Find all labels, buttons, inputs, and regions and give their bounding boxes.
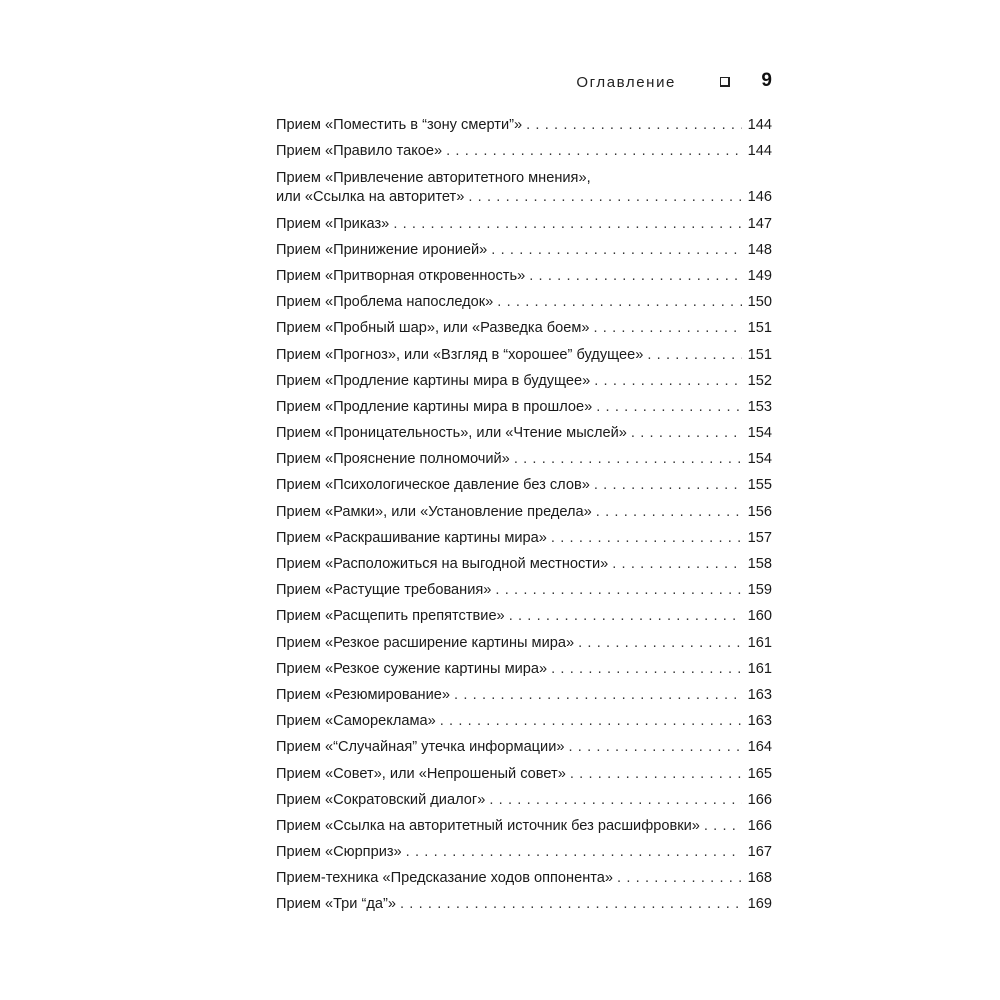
toc-entry-row — [276, 116, 772, 134]
toc-entry-page: 167 — [747, 844, 772, 861]
toc-entry-title: Прием «Продление картины мира в прошлое» — [276, 398, 593, 415]
toc-entry — [276, 704, 772, 730]
toc-entry-title: Прием «Резюмирование» — [276, 686, 451, 703]
toc-entry-page: 168 — [747, 870, 772, 887]
toc-entry-row — [276, 241, 772, 259]
dot-leader — [509, 607, 742, 625]
toc-entry-row — [276, 529, 772, 547]
toc-entry-page: 159 — [747, 582, 772, 599]
dot-leader — [400, 895, 742, 913]
dot-leader — [468, 188, 742, 206]
toc-entry — [276, 521, 772, 547]
toc-entry-page: 144 — [747, 117, 772, 134]
dot-leader — [617, 869, 742, 887]
dot-leader — [568, 738, 742, 756]
toc-entry — [276, 108, 772, 134]
toc-entry-page: 161 — [747, 634, 772, 651]
toc-entry-page: 158 — [747, 556, 772, 572]
dot-leader — [593, 319, 742, 337]
dot-leader — [495, 581, 742, 599]
toc-entry-title: Прием «Правило такое» — [276, 143, 443, 160]
toc-entry-title-line: Прием «Привлечение авторитетного мнения», — [276, 170, 591, 187]
dot-leader — [578, 634, 742, 652]
dot-leader — [594, 476, 742, 494]
toc-entry-row — [276, 372, 772, 390]
dot-leader — [491, 241, 742, 259]
toc-entry-title: Прием «Сюрприз» — [276, 844, 402, 861]
toc-entry-page: 160 — [747, 608, 772, 625]
toc-entry-page: 161 — [747, 660, 772, 677]
toc-entry-title: Прием «Продление картины мира в будущее» — [276, 372, 591, 389]
toc-entry — [276, 573, 772, 599]
dot-leader — [489, 791, 742, 809]
toc-entry-title: Прием «“Случайная” утечка информации» — [276, 739, 565, 756]
toc-entry-row — [276, 607, 772, 625]
toc-entry-page: 150 — [747, 294, 772, 311]
running-header — [276, 72, 772, 94]
toc-entry-row — [276, 817, 772, 835]
toc-entry-title: Прием «Сократовский диалог» — [276, 791, 486, 808]
toc-entry-title: Прием «Ссылка на авторитетный источник без расшифровки» — [276, 817, 700, 834]
toc-entry-page: 164 — [747, 739, 772, 756]
toc-entry-page: 151 — [747, 346, 772, 363]
toc-entry-title: Прием «Проницательность», или «Чтение мыслей» — [276, 425, 627, 442]
toc-entry-title: Прием «Расположиться на выгодной местности» — [276, 556, 609, 572]
toc-entry-title: Прием «Растущие требования» — [276, 582, 492, 599]
toc-entry-row — [276, 476, 772, 494]
toc-entry-row — [276, 791, 772, 809]
dot-leader — [596, 503, 742, 521]
toc-entry — [276, 652, 772, 678]
toc-entry — [276, 861, 772, 887]
toc-entry-page: 154 — [747, 451, 772, 468]
toc-entry-page: 155 — [747, 477, 772, 494]
toc-entry-page: 163 — [747, 713, 772, 730]
dot-leader — [406, 843, 742, 861]
toc-entry-row — [276, 634, 772, 652]
section-title: Оглавление — [576, 74, 676, 91]
toc-entry-row — [276, 346, 772, 364]
toc-entry-page: 147 — [747, 215, 772, 232]
dot-leader — [570, 765, 742, 783]
square-bullet-icon — [720, 77, 730, 87]
toc-entry — [276, 468, 772, 494]
dot-leader — [596, 398, 742, 416]
toc-entry-row — [276, 843, 772, 861]
toc-entry — [276, 887, 772, 913]
toc-entry-title: Прием «Резкое расширение картины мира» — [276, 634, 575, 651]
toc-entry — [276, 494, 772, 520]
toc-entry-row — [276, 424, 772, 442]
toc-entry — [276, 547, 772, 573]
toc-entry — [276, 337, 772, 363]
toc-entry-title: Прием «Расщепить препятствие» — [276, 608, 505, 625]
toc-entry-title: Прием-техника «Предсказание ходов оппонента» — [276, 870, 614, 887]
toc-entry-page: 169 — [747, 896, 772, 913]
toc-entry-row — [276, 581, 772, 599]
toc-entry-row — [276, 869, 772, 887]
toc-entry-page: 151 — [747, 320, 772, 337]
dot-leader — [612, 555, 742, 573]
toc-entry-title: Прием «Принижение иронией» — [276, 241, 488, 258]
table-of-contents — [276, 108, 772, 913]
toc-entry-row — [276, 895, 772, 913]
toc-entry-title: Прием «Прогноз», или «Взгляд в “хорошее” будущее» — [276, 346, 644, 363]
toc-entry-row — [276, 267, 772, 285]
toc-entry-title: Прием «Притворная откровенность» — [276, 267, 526, 284]
toc-entry — [276, 442, 772, 468]
dot-leader — [631, 424, 742, 442]
toc-entry — [276, 730, 772, 756]
toc-entry-page: 156 — [747, 503, 772, 520]
toc-entry-title: Прием «Приказ» — [276, 215, 390, 232]
toc-entry-row — [276, 503, 772, 521]
toc-entry-page: 154 — [747, 425, 772, 442]
dot-leader — [529, 267, 742, 285]
toc-entry-title: Прием «Раскрашивание картины мира» — [276, 529, 547, 546]
toc-entry-page: 152 — [747, 372, 772, 389]
toc-entry — [276, 311, 772, 337]
toc-entry-page: 163 — [747, 686, 772, 703]
toc-entry-title: Прием «Пробный шар», или «Разведка боем» — [276, 320, 590, 337]
toc-entry-page: 153 — [747, 398, 772, 415]
toc-entry-title: Прием «Психологическое давление без слов» — [276, 477, 590, 494]
dot-leader — [393, 215, 742, 233]
dot-leader — [440, 712, 742, 730]
toc-entry-row — [276, 738, 772, 756]
toc-entry-title: Прием «Резкое сужение картины мира» — [276, 660, 548, 677]
toc-entry-row — [276, 293, 772, 311]
dot-leader — [704, 817, 742, 835]
toc-entry-row — [276, 660, 772, 678]
toc-entry-page: 144 — [747, 143, 772, 160]
toc-entry-page: 166 — [747, 817, 772, 834]
toc-entry-row — [276, 712, 772, 730]
toc-entry-row — [276, 555, 772, 573]
toc-entry — [276, 835, 772, 861]
toc-entry-title: Прием «Совет», или «Непрошеный совет» — [276, 765, 566, 782]
dot-leader — [514, 450, 742, 468]
toc-entry-page: 148 — [747, 241, 772, 258]
dot-leader — [526, 116, 742, 134]
dot-leader — [446, 142, 742, 160]
dot-leader — [551, 529, 742, 547]
toc-entry-title: Прием «Поместить в “зону смерти”» — [276, 117, 523, 134]
toc-entry-row — [276, 188, 772, 206]
dot-leader — [454, 686, 742, 704]
toc-entry — [276, 206, 772, 232]
toc-entry-row — [276, 450, 772, 468]
toc-entry — [276, 233, 772, 259]
toc-entry — [276, 809, 772, 835]
toc-entry-row — [276, 398, 772, 416]
toc-entry — [276, 416, 772, 442]
dot-leader — [647, 346, 742, 364]
toc-entry-row — [276, 686, 772, 704]
toc-entry — [276, 783, 772, 809]
dot-leader — [497, 293, 742, 311]
toc-entry-row — [276, 142, 772, 160]
toc-entry — [276, 364, 772, 390]
dot-leader — [551, 660, 742, 678]
toc-entry-page: 166 — [747, 791, 772, 808]
toc-entry-page: 165 — [747, 765, 772, 782]
toc-entry-title: или «Ссылка на авторитет» — [276, 189, 465, 206]
toc-entry-title: Прием «Три “да”» — [276, 896, 396, 913]
toc-entry — [276, 160, 772, 206]
toc-entry-page: 146 — [747, 189, 772, 206]
toc-entry-page: 149 — [747, 267, 772, 284]
toc-entry-row — [276, 215, 772, 233]
toc-entry — [276, 599, 772, 625]
toc-entry — [276, 756, 772, 782]
toc-entry — [276, 259, 772, 285]
toc-entry — [276, 390, 772, 416]
toc-entry-row — [276, 765, 772, 783]
toc-entry-page: 157 — [747, 529, 772, 546]
toc-entry — [276, 678, 772, 704]
toc-entry-title: Прием «Проблема напоследок» — [276, 294, 494, 311]
toc-entry — [276, 134, 772, 160]
toc-entry-title: Прием «Рамки», или «Установление предела» — [276, 503, 592, 520]
dot-leader — [594, 372, 742, 390]
toc-entry — [276, 625, 772, 651]
toc-entry-row — [276, 319, 772, 337]
toc-entry-title: Прием «Самореклама» — [276, 713, 436, 730]
toc-entry — [276, 285, 772, 311]
toc-entry-title: Прием «Прояснение полномочий» — [276, 451, 510, 468]
page-number: 9 — [761, 70, 772, 91]
